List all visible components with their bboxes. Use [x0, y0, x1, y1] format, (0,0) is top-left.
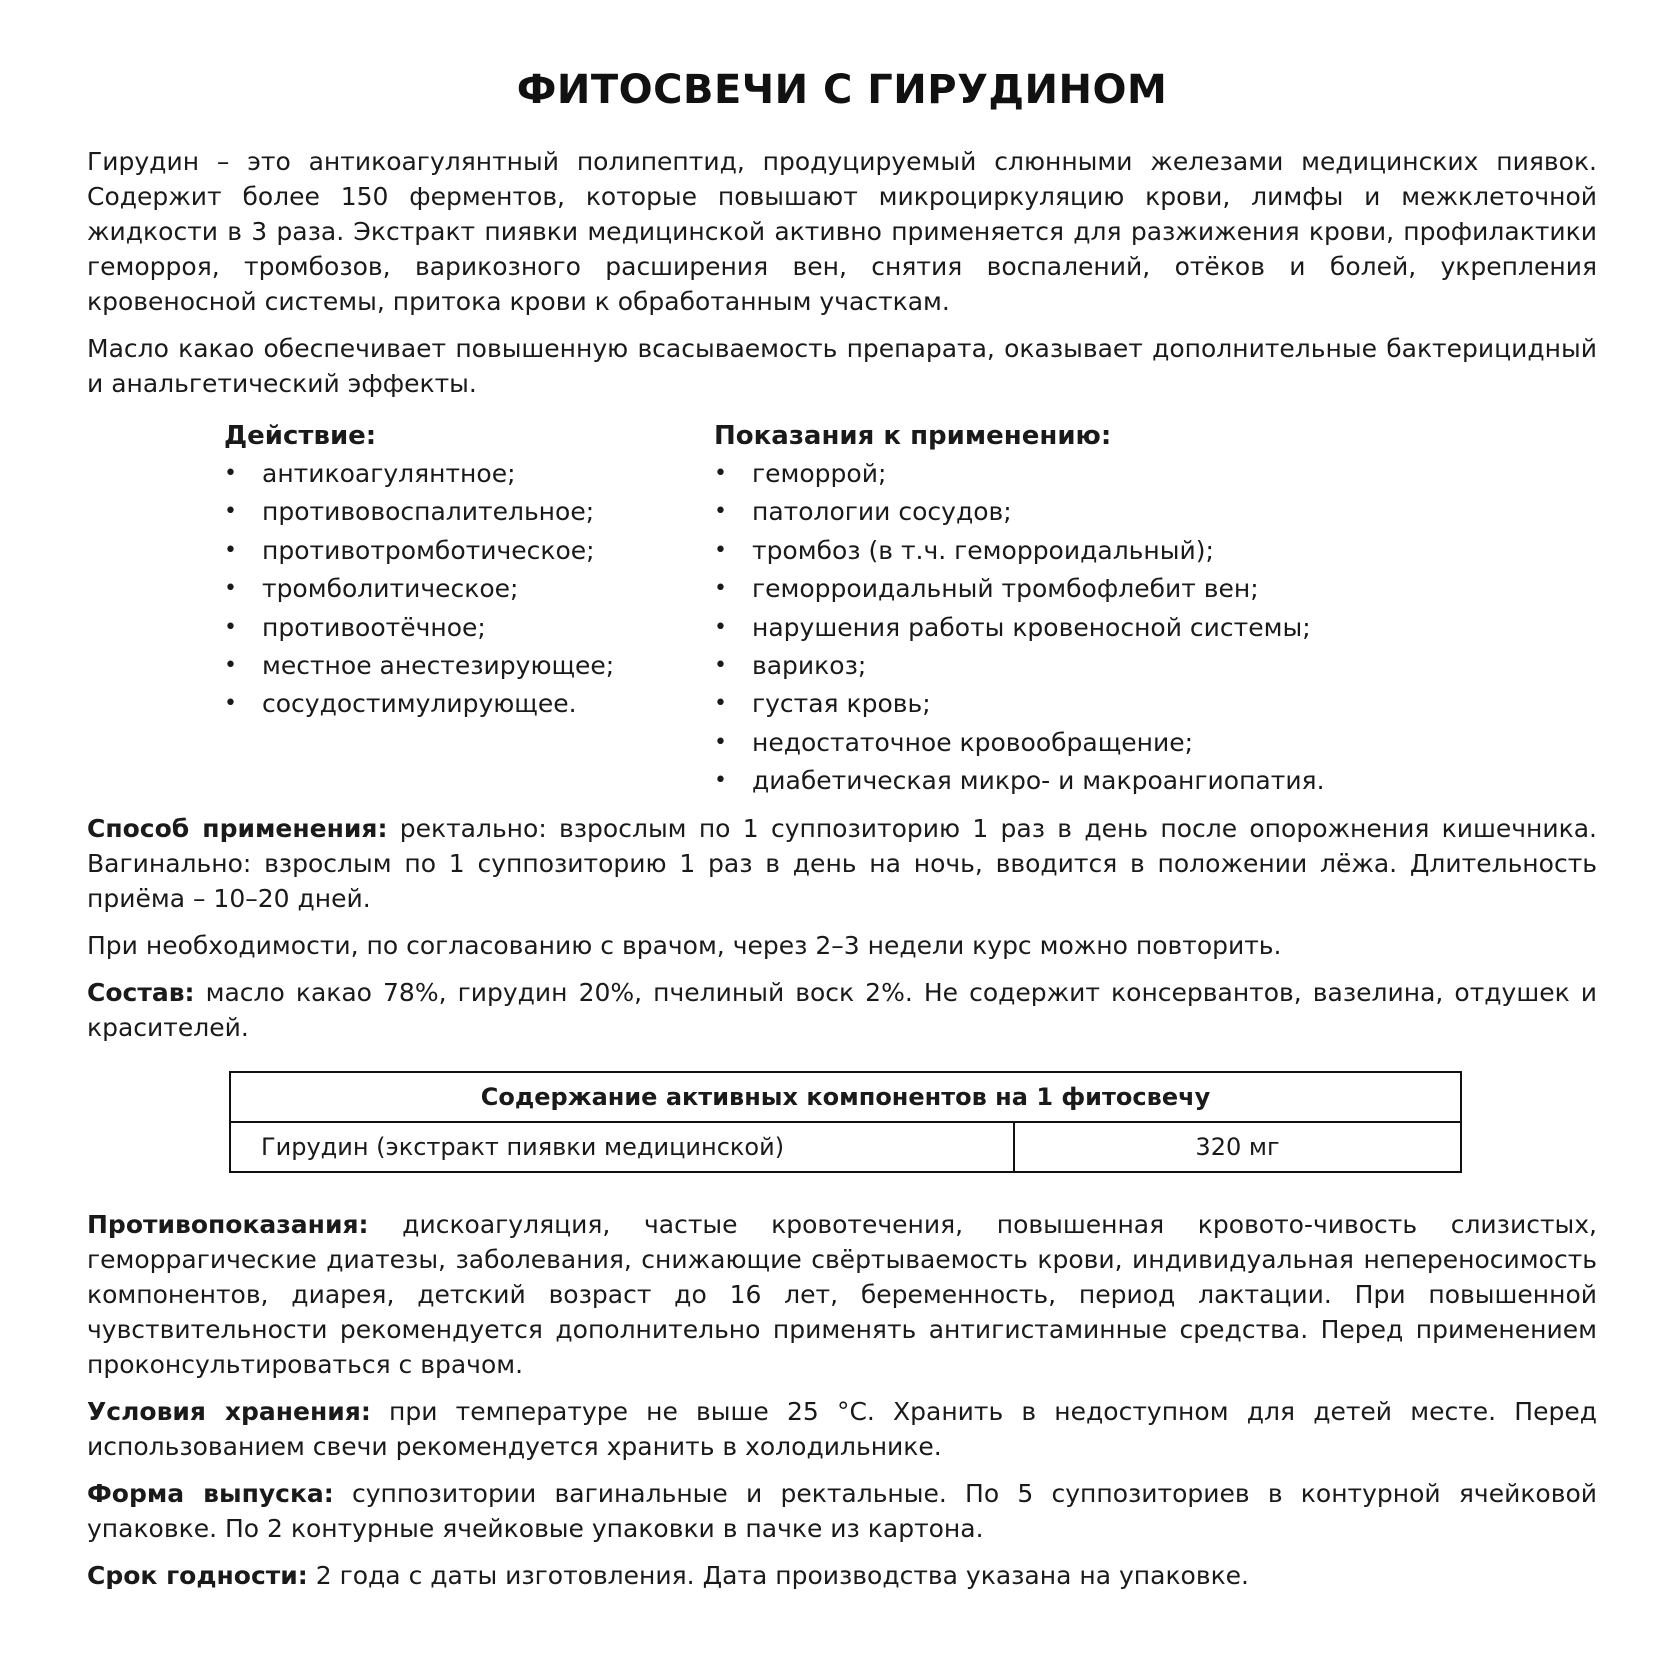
contraindications-label: Противопоказания:	[87, 1209, 369, 1239]
list-item: • геморроидальный тромбофлебит вен;	[714, 570, 1434, 608]
list-item: • противоотёчное;	[224, 609, 714, 647]
list-item: • сосудостимулирующее.	[224, 685, 714, 723]
list-item: • тромбоз (в т.ч. геморроидальный);	[714, 532, 1434, 570]
list-item: • антикоагулянтное;	[224, 455, 714, 493]
indications-title: Показания к применению:	[714, 421, 1112, 451]
form-paragraph	[87, 1476, 1597, 1546]
shelf-life-paragraph	[87, 1558, 1597, 1593]
composition-label: Состав:	[87, 977, 195, 1007]
list-item: • диабетическая микро- и макроангиопатия.	[714, 762, 1434, 800]
composition-paragraph	[87, 975, 1597, 1045]
shelf-text: 2 года с даты изготовления. Дата производства указана на упаковке.	[307, 1560, 1249, 1590]
page-title: ФИТОСВЕЧИ С ГИРУДИНОМ	[516, 67, 1168, 113]
list-item: • противовоспалительное;	[224, 493, 714, 531]
action-column	[224, 417, 714, 801]
usage-label: Способ применения:	[87, 813, 388, 843]
usage-paragraph	[87, 811, 1597, 916]
shelf-label: Срок годности:	[87, 1560, 308, 1590]
composition-text: масло какао 78%, гирудин 20%, пчелиный воск 2%. Не содержит консервантов, вазелина, отдушек и красителей.	[87, 977, 1597, 1042]
contraindications-text: дискоагуляция, частые кровотечения, повышенная кровото-чивость слизистых, геморрагические диатезы, заболевания, снижающие свёртываемость крови, индивидуальная непереносимость компонентов, диарея, детский возраст до 16 лет, беременность, период лактации. При повышенной чувствительности рекомендуется дополнительно применять антигистаминные средства. Перед применением проконсультироваться с врачом.	[87, 1209, 1597, 1379]
storage-paragraph	[87, 1394, 1597, 1464]
action-title: Действие:	[224, 421, 377, 451]
form-label: Форма выпуска:	[87, 1478, 334, 1508]
table-row	[230, 1122, 1461, 1172]
list-item: • тромболитическое;	[224, 570, 714, 608]
list-item: • густая кровь;	[714, 685, 1434, 723]
form-text: суппозитории вагинальные и ректальные. По 5 суппозиториев в контурной ячейковой упаковке. По 2 контурные ячейковые упаковки в пачке из картона.	[87, 1478, 1597, 1543]
storage-label: Условия хранения:	[87, 1396, 371, 1426]
indications-list	[714, 455, 1434, 801]
list-item: • геморрой;	[714, 455, 1434, 493]
indications-column	[714, 417, 1434, 801]
repeat-paragraph: При необходимости, по согласованию с врачом, через 2–3 недели курс можно повторить.	[87, 930, 1282, 960]
list-item: • недостаточное кровообращение;	[714, 724, 1434, 762]
component-value: 320 мг	[1014, 1122, 1461, 1172]
list-item: • нарушения работы кровеносной системы;	[714, 609, 1434, 647]
table-header: Содержание активных компонентов на 1 фитосвечу	[230, 1072, 1461, 1122]
contraindications-paragraph	[87, 1207, 1597, 1382]
intro-paragraph: Гирудин – это антикоагулянтный полипептид, продуцируемый слюнными железами медицинских пиявок. Содержит более 150 ферментов, которые повышают микроциркуляцию крови, лимфы и межклеточной жидкости в 3 раза. Экстракт пиявки медицинской активно применяется для разжижения крови, профилактики геморроя, тромбозов, варикозного расширения вен, снятия воспалений, отёков и болей, укрепления кровеносной системы, притока крови к обработанным участкам.	[87, 147, 1597, 316]
storage-text: при температуре не выше 25 °С. Хранить в недоступном для детей месте. Перед использованием свечи рекомендуется хранить в холодильнике.	[87, 1396, 1597, 1461]
list-item: • противотромботическое;	[224, 532, 714, 570]
list-item: • местное анестезирующее;	[224, 647, 714, 685]
table-header-row	[230, 1072, 1461, 1122]
active-components-table	[229, 1071, 1462, 1173]
list-item: • патологии сосудов;	[714, 493, 1434, 531]
usage-text: ректально: взрослым по 1 суппозиторию 1 раз в день после опорожнения кишечника. Вагинально: взрослым по 1 суппозиторию 1 раз в день на ночь, вводится в положении лёжа. Длительность приёма – 10–20 дней.	[87, 813, 1597, 913]
two-column-lists	[224, 417, 1597, 801]
component-name: Гирудин (экстракт пиявки медицинской)	[230, 1122, 1014, 1172]
list-item: • варикоз;	[714, 647, 1434, 685]
action-list	[224, 455, 714, 724]
cocoa-butter-paragraph: Масло какао обеспечивает повышенную всасываемость препарата, оказывает дополнительные бактерицидный и анальгетический эффекты.	[87, 334, 1597, 398]
document-page	[87, 62, 1597, 1605]
